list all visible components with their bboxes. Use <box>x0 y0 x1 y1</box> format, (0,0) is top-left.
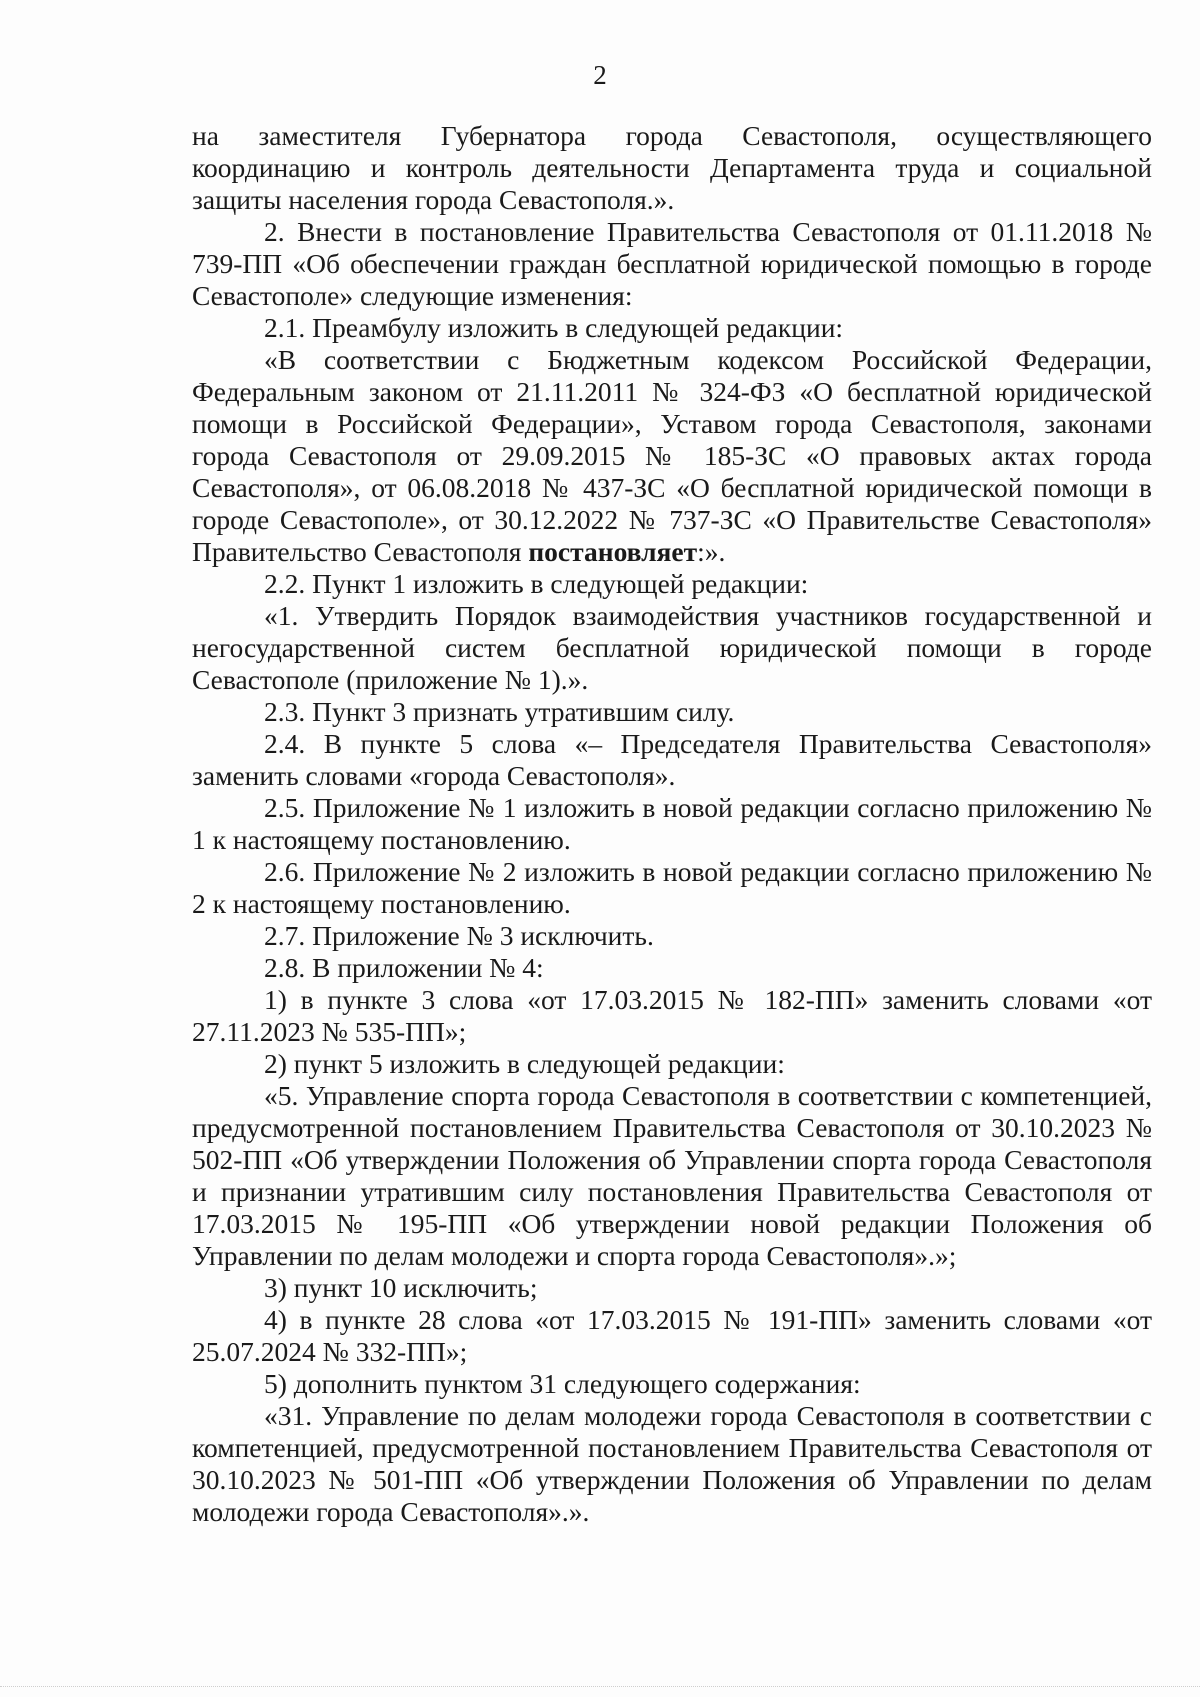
paragraph: 2.7. Приложение № 3 исключить. <box>264 920 654 951</box>
paragraph: 1) в пункте 3 слова «от 17.03.2015 № 182-ПП» заменить словами «от 27.11.2023 № 535-ПП»; <box>192 984 1152 1047</box>
paragraph: 2.1. Преамбулу изложить в следующей редакции: <box>264 312 844 343</box>
paragraph: «1. Утвердить Порядок взаимодействия участников государственной и негосударственной систем бесплатной юридической помощи в городе Севастополе (приложение № 1).». <box>192 600 1152 695</box>
document-body <box>192 120 1152 1528</box>
paragraph: 2.6. Приложение № 2 изложить в новой редакции согласно приложению № 2 к настоящему постановлению. <box>192 856 1152 919</box>
paragraph: 2.5. Приложение № 1 изложить в новой редакции согласно приложению № 1 к настоящему постановлению. <box>192 792 1152 855</box>
paragraph: 4) в пункте 28 слова «от 17.03.2015 № 191-ПП» заменить словами «от 25.07.2024 № 332-ПП»; <box>192 1304 1152 1367</box>
paragraph: «31. Управление по делам молодежи города Севастополя в соответствии с компетенцией, предусмотренной постановлением Правительства Севастополя от 30.10.2023 № 501-ПП «Об утверждении Положения об Управлении по делам молодежи города Севастополя».». <box>192 1400 1152 1527</box>
page-number: 2 <box>593 60 607 90</box>
paragraph: 2.4. В пункте 5 слова «– Председателя Правительства Севастополя» заменить словами «города Севастополя». <box>192 728 1152 791</box>
paragraph: 5) дополнить пунктом 31 следующего содержания: <box>264 1368 861 1399</box>
preamble-text: «В соответствии с Бюджетным кодексом Российской Федерации, Федеральным законом от 21.11.2011 № 324-ФЗ «О бесплатной юридической помощи в Российской Федерации», Уставом города Севастополя, законами города Севастополя от 29.09.2015 № 185-ЗС «О правовых актах города Севастополя», от 06.08.2018 № 437-ЗС «О бесплатной юридической помощи в городе Севастополе», от 30.12.2022 № 737-ЗС «О Правительстве Севастополя» Правительство Севастополя <box>192 344 1152 567</box>
paragraph: 2.3. Пункт 3 признать утратившим силу. <box>264 696 735 727</box>
paragraph: 2.2. Пункт 1 изложить в следующей редакции: <box>264 568 809 599</box>
preamble-bold-word: постановляет <box>528 536 698 567</box>
paragraph: «5. Управление спорта города Севастополя в соответствии с компетенцией, предусмотренной постановлением Правительства Севастополя от 30.10.2023 № 502-ПП «Об утверждении Положения об Управлении спорта города Севастополя и признании утратившим силу постановления Правительства Севастополя от 17.03.2015 № 195-ПП «Об утверждении новой редакции Положения об Управлении по делам молодежи и спорта города Севастополя».»; <box>192 1080 1152 1271</box>
paragraph: на заместителя Губернатора города Севастополя, осуществляющего координацию и контроль деятельности Департамента труда и социальной защиты населения города Севастополя.». <box>192 120 1152 215</box>
paragraph: 2) пункт 5 изложить в следующей редакции: <box>264 1048 785 1079</box>
preamble-tail: :». <box>697 536 726 567</box>
preamble-paragraph <box>192 344 1152 568</box>
paragraph: 2.8. В приложении № 4: <box>264 952 544 983</box>
scan-edge-line <box>0 1686 1200 1691</box>
paragraph: 3) пункт 10 исключить; <box>264 1272 538 1303</box>
paragraph: 2. Внести в постановление Правительства Севастополя от 01.11.2018 № 739-ПП «Об обеспечении граждан бесплатной юридической помощью в городе Севастополе» следующие изменения: <box>192 216 1152 311</box>
